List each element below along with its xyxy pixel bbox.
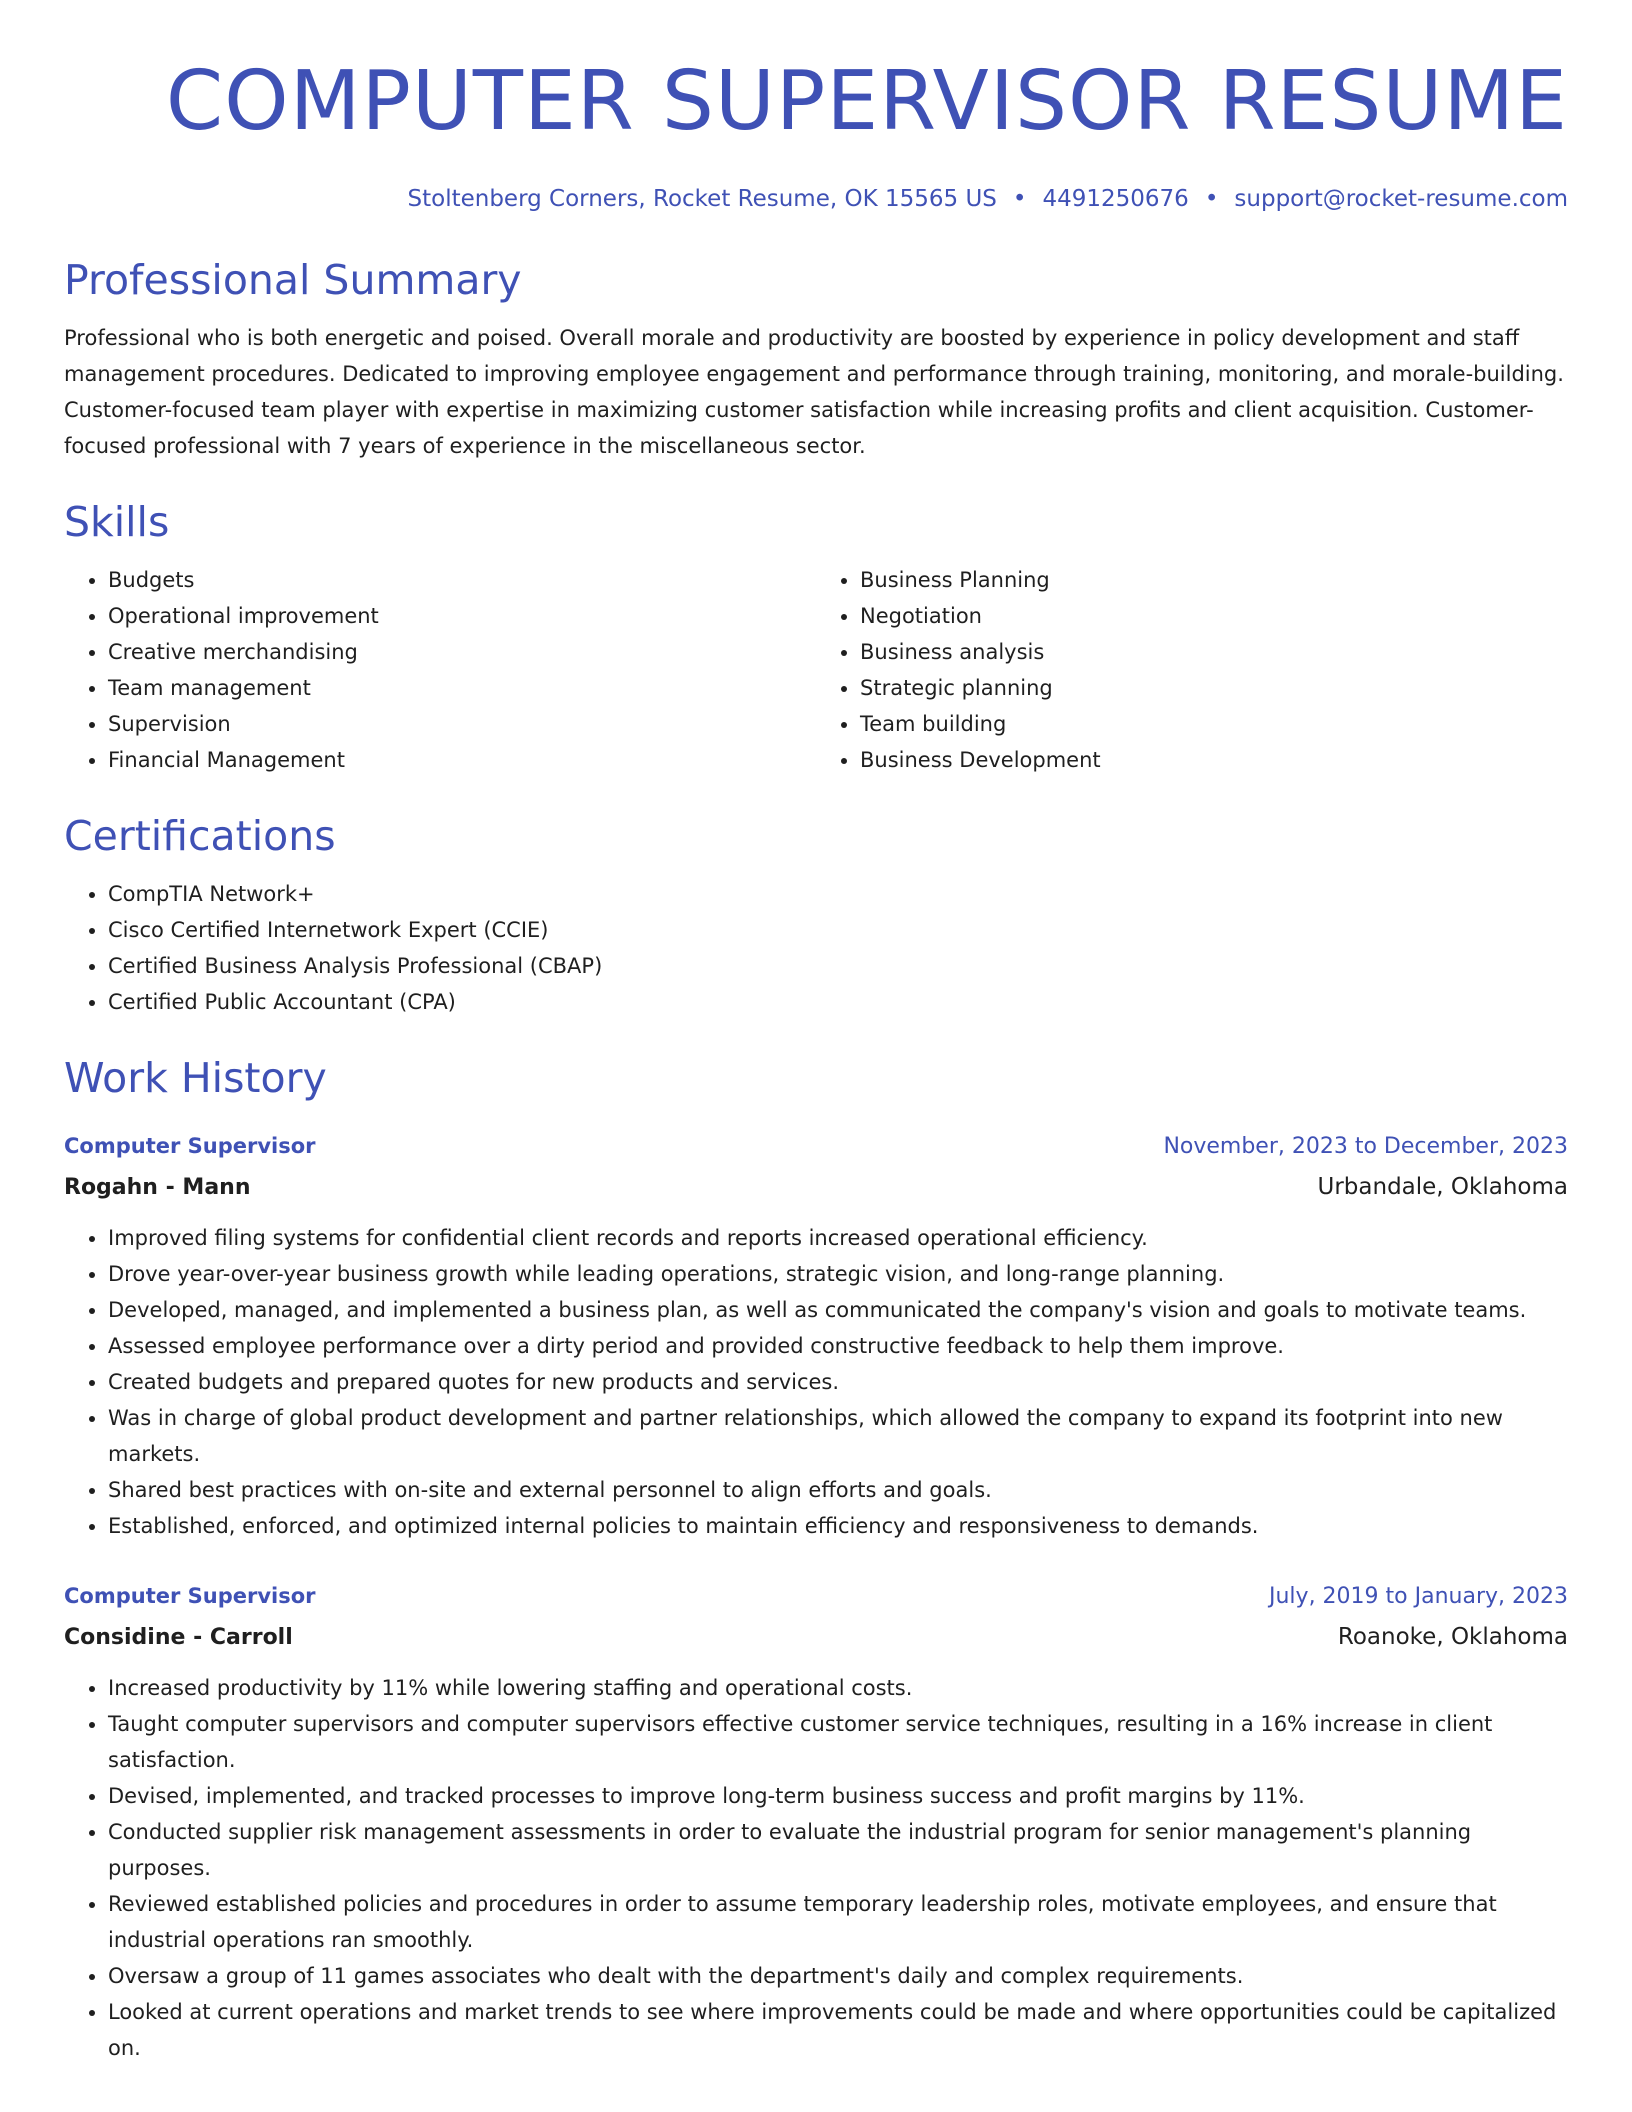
job-location: Urbandale, Oklahoma	[1317, 1174, 1568, 1200]
certification-item: • Certified Public Accountant (CPA)	[108, 984, 1568, 1020]
company-name: Considine - Carroll	[64, 1625, 293, 1650]
job-header	[64, 1126, 1568, 1167]
job-bullet: • Looked at current operations and market trends to see where improvements could be made and where opportunities could be capitalized on.	[108, 1994, 1568, 2066]
skill-item: • Business analysis	[860, 634, 1568, 670]
skill-item: • Strategic planning	[860, 670, 1568, 706]
certifications-list	[64, 876, 1568, 1020]
certifications-heading: Certifications	[64, 812, 336, 860]
job-bullet: • Assessed employee performance over a dirty period and provided constructive feedback to help them improve.	[108, 1328, 1568, 1364]
job-dates: November, 2023 to December, 2023	[1163, 1134, 1568, 1159]
job-bullet: • Was in charge of global product development and partner relationships, which allowed the company to expand its footprint into new markets.	[108, 1400, 1568, 1472]
job-bullet: • Oversaw a group of 11 games associates who dealt with the department's daily and complex requirements.	[108, 1958, 1568, 1994]
job-bullets	[64, 1670, 1568, 2066]
certification-item: • Cisco Certified Internetwork Expert (CCIE)	[108, 912, 1568, 948]
job-bullet: • Taught computer supervisors and computer supervisors effective customer service techniques, resulting in a 16% increase in client satisfaction.	[108, 1706, 1568, 1778]
skill-item: • Budgets	[108, 562, 816, 598]
job-bullet: • Drove year-over-year business growth while leading operations, strategic vision, and long-range planning.	[108, 1256, 1568, 1292]
resume-name: COMPUTER SUPERVISOR RESUME	[165, 54, 1568, 149]
job-bullet: • Created budgets and prepared quotes for new products and services.	[108, 1364, 1568, 1400]
job-bullet: • Devised, implemented, and tracked processes to improve long-term business success and profit margins by 11%.	[108, 1778, 1568, 1814]
contact-line	[64, 182, 1568, 216]
skills-list-right	[816, 562, 1568, 778]
job-location: Roanoke, Oklahoma	[1337, 1624, 1568, 1650]
summary-heading: Professional Summary	[64, 256, 522, 304]
job-title: Computer Supervisor	[64, 1134, 316, 1158]
skill-item: • Team management	[108, 670, 816, 706]
contact-email: support@rocket-resume.com	[1234, 186, 1568, 212]
skill-item: • Business Planning	[860, 562, 1568, 598]
contact-phone: 4491250676	[1042, 186, 1189, 212]
summary-text: Professional who is both energetic and poised. Overall morale and productivity are boosted by experience in policy development and staff management procedures. Dedicated to improving employee engagement and performance through training, monitoring, and morale-building. Customer-focused team player with expertise in maximizing customer satisfaction while increasing profits and client acquisition. Customer-focused professional with 7 years of experience in the miscellaneous sector.	[64, 326, 1564, 458]
job-title: Computer Supervisor	[64, 1584, 316, 1608]
job-bullet: • Established, enforced, and optimized internal policies to maintain efficiency and responsiveness to demands.	[108, 1508, 1568, 1544]
skill-item: • Financial Management	[108, 742, 816, 778]
job-bullet: • Improved filing systems for confidential client records and reports increased operational efficiency.	[108, 1220, 1568, 1256]
skills-column-right	[816, 562, 1568, 778]
contact-address: Stoltenberg Corners, Rocket Resume, OK 15565 US	[407, 186, 997, 212]
company-name: Rogahn - Mann	[64, 1175, 251, 1200]
job-entry	[64, 1126, 1568, 1544]
job-subheader	[64, 1167, 1568, 1208]
contact-separator: •	[1012, 186, 1027, 212]
certification-item: • Certified Business Analysis Professional (CBAP)	[108, 948, 1568, 984]
job-bullet: • Shared best practices with on-site and external personnel to align efforts and goals.	[108, 1472, 1568, 1508]
job-entry	[64, 1576, 1568, 2066]
job-bullet: • Reviewed established policies and procedures in order to assume temporary leadership roles, motivate employees, and ensure that industrial operations ran smoothly.	[108, 1886, 1568, 1958]
skills-column-left	[64, 562, 816, 778]
certification-item: • CompTIA Network+	[108, 876, 1568, 912]
skills-columns	[64, 562, 1568, 778]
skills-list-left	[64, 562, 816, 778]
work-history-heading: Work History	[64, 1054, 327, 1102]
job-header	[64, 1576, 1568, 1617]
contact-separator: •	[1204, 186, 1219, 212]
skill-item: • Negotiation	[860, 598, 1568, 634]
job-bullet: • Conducted supplier risk management assessments in order to evaluate the industrial program for senior management's planning purposes.	[108, 1814, 1568, 1886]
job-dates: July, 2019 to January, 2023	[1269, 1584, 1568, 1609]
skill-item: • Business Development	[860, 742, 1568, 778]
skill-item: • Team building	[860, 706, 1568, 742]
skill-item: • Operational improvement	[108, 598, 816, 634]
job-bullet: • Developed, managed, and implemented a business plan, as well as communicated the company's vision and goals to motivate teams.	[108, 1292, 1568, 1328]
job-bullets	[64, 1220, 1568, 1544]
job-subheader	[64, 1617, 1568, 1658]
skill-item: • Creative merchandising	[108, 634, 816, 670]
skill-item: • Supervision	[108, 706, 816, 742]
job-bullet: • Increased productivity by 11% while lowering staffing and operational costs.	[108, 1670, 1568, 1706]
skills-heading: Skills	[64, 498, 170, 546]
